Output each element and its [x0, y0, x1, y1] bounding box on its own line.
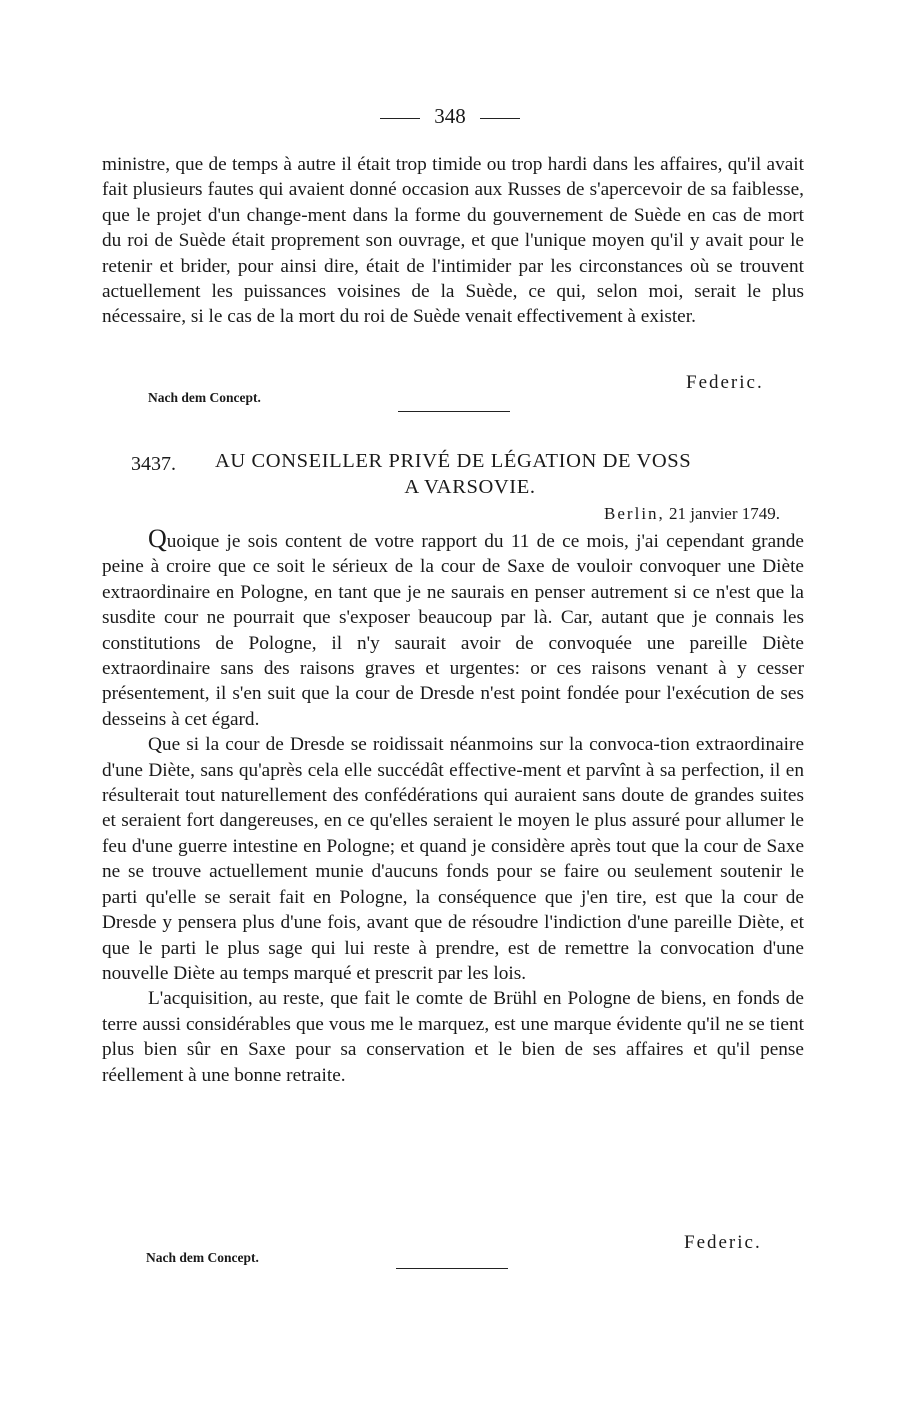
letter-paragraph-2: Que si la cour de Dresde se roidissait néanmoins sur la convoca-tion extraordinaire d'une Diète, sans qu'après cela elle succédât effective-ment et parvînt à sa perfection, il en résulterait tout naturellement des confédérations qui auraient sans doute de grandes suites et seraient fort dangereuses, en ce qu'elles seraient le moyen le plus assuré pour allumer le feu d'une guerre intestine en Pologne; et quand je considère après tout que la cour de Saxe ne se trouve actuellement munie d'aucuns fonds pour se faire ou seulement soutenir le parti qu'elle se serait fait en Pologne, la conséquence que j'en tire, est que la cour de Dresde y pensera plus d'une fois, avant que de résoudre l'indiction d'une pareille Diète, et que le parti le plus sage qui lui reste à prendre, est de remettre la convocation d'une nouvelle Diète au temps marqué et prescrit par les lois.	[102, 734, 804, 984]
paragraph-1-text: uoique je sois content de votre rapport du 11 de ce mois, j'ai cependant grande peine à croire que ce soit le sérieux de la cour de Saxe de vouloir convoquer une Diète extraordinaire en Pologne, en tant que je ne saurais en penser autrement si ce n'est que la susdite cour ne pourrait que s'exposer beaucoup par là. Car, autant que je connais les constitutions de Pologne, il n'y saurait avoir de convoquée une pareille Diète extraordinaire sans des raisons graves et urgentes: or ces raisons venant à y cesser présentement, il s'en suit que la cour de Dresde n'est point fondée pour l'exécution de ses desseins à cet égard.	[102, 531, 804, 730]
dateline-date: 21 janvier 1749.	[669, 504, 780, 523]
continuation-paragraph: ministre, que de temps à autre il était trop timide ou trop hardi dans les affaires, qu'il avait fait plusieurs fautes qui avaient donné occasion aux Russes de s'apercevoir de sa faiblesse, que le projet d'un change-ment dans la forme du gouvernement de Suède en cas de mort du roi de Suède était proprement son ouvrage, et que l'unique moyen qu'il y avait pour le retenir et brider, pour ainsi dire, était de l'intimider par les circonstances où se trouvent actuellement les puissances voisines de la Suède, ce qui, selon moi, serait le plus nécessaire, si le cas de la mort du roi de Suède venait effectivement à exister.	[102, 154, 804, 328]
document-heading-line2: A VARSOVIE.	[404, 476, 536, 498]
letter-paragraph-3: L'acquisition, au reste, que fait le comte de Brühl en Pologne de biens, en fonds de terre aussi considérables que vous me le marquez, est une marque évidente qu'il ne se tient plus bien sûr en Saxe pour sa conservation et le bien de ses affaires et qu'il pense réellement à une bonne retraite.	[102, 988, 804, 1086]
dateline	[604, 504, 780, 524]
letter-signature: Federic.	[684, 1232, 762, 1253]
dateline-place: Berlin,	[604, 504, 665, 523]
header-rule-right	[480, 118, 520, 119]
end-separator	[396, 1268, 508, 1269]
letter-body	[102, 524, 804, 1088]
page-header	[0, 104, 900, 129]
document-heading-line1: AU CONSEILLER PRIVÉ DE LÉGATION DE VOSS	[215, 450, 692, 472]
page-number: 348	[434, 104, 466, 128]
continuation-text	[102, 152, 804, 330]
continuation-source-note: Nach dem Concept.	[148, 390, 261, 405]
continuation-signature: Federic.	[686, 372, 764, 393]
paragraph-initial: Q	[148, 524, 167, 553]
section-separator	[398, 411, 510, 412]
letter-source-note: Nach dem Concept.	[146, 1250, 259, 1265]
header-rule-left	[380, 118, 420, 119]
letter-paragraph-1	[102, 524, 804, 732]
document-number: 3437.	[131, 453, 176, 475]
